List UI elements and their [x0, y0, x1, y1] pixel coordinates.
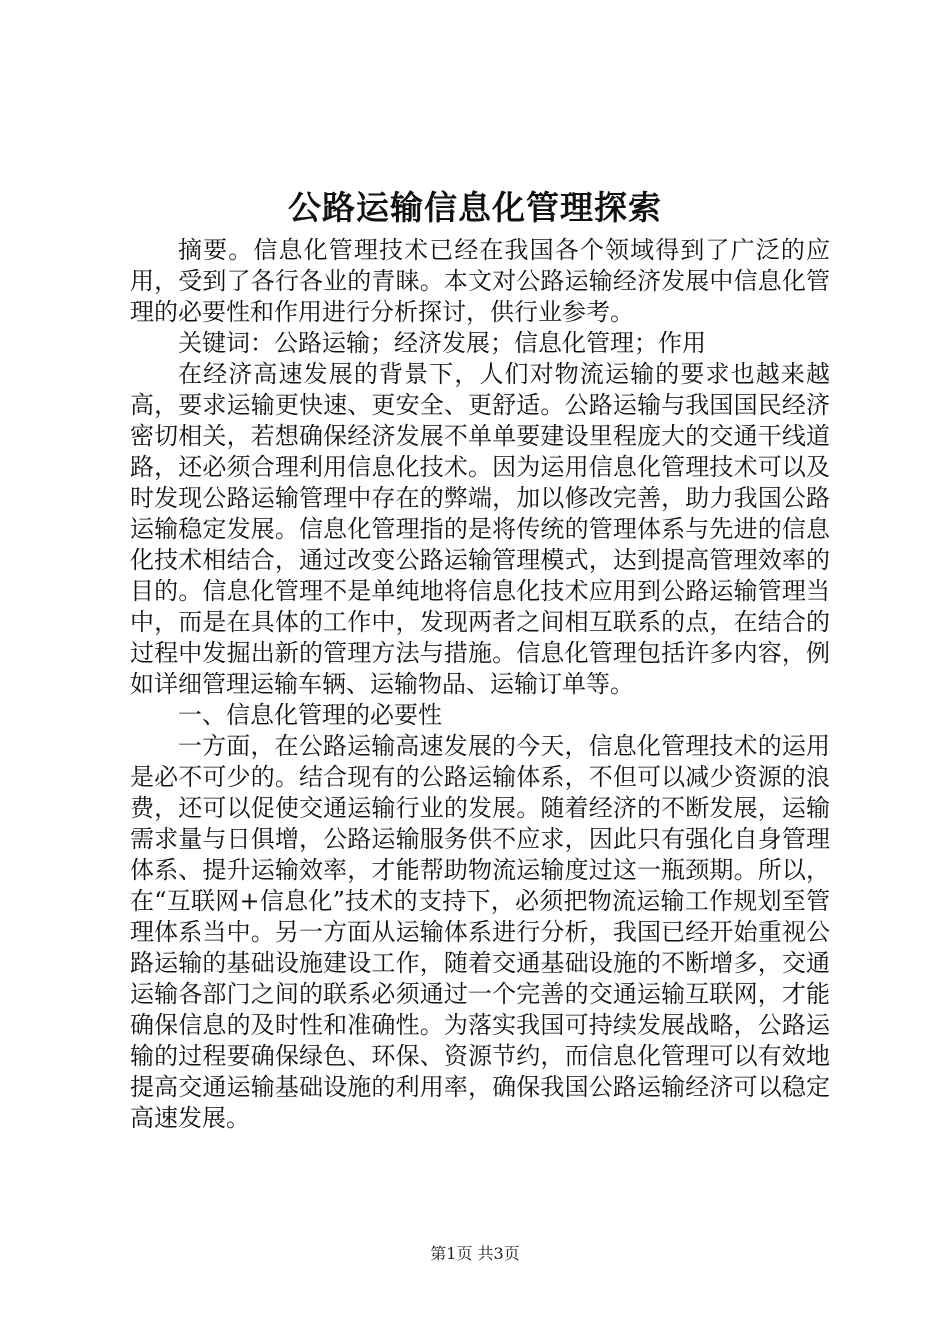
page-footer: 第1页 共3页: [430, 1244, 520, 1263]
intro-paragraph: 在经济高速发展的背景下，人们对物流运输的要求也越来越高，要求运输更快速、更安全、更舒适。公路运输与我国国民经济密切相关，若想确保经济发展不单单要建设里程庞大的交通干线道路，还必须合理利用信息化技术。因为运用信息化管理技术可以及时发现公路运输管理中存在的弊端，加以修改完善，助力我国公路运输稳定发展。信息化管理指的是将传统的管理体系与先进的信息化技术相结合，通过改变公路运输管理模式，达到提高管理效率的目的。信息化管理不是单纯地将信息化技术应用到公路运输管理当中，而是在具体的工作中，发现两者之间相互联系的点，在结合的过程中发掘出新的管理方法与措施。信息化管理包括许多内容，例如详细管理运输车辆、运输物品、运输订单等。: [130, 360, 830, 698]
document-body: [130, 235, 830, 1134]
abstract-paragraph: 摘要。信息化管理技术已经在我国各个领域得到了广泛的应用，受到了各行各业的青睐。本文对公路运输经济发展中信息化管理的必要性和作用进行分析探讨，供行业参考。: [130, 236, 830, 326]
document-title: 公路运输信息化管理探索: [288, 188, 662, 227]
keywords-paragraph: 关键词：公路运输；经济发展；信息化管理；作用: [178, 329, 706, 357]
section-paragraph: 一方面，在公路运输高速发展的今天，信息化管理技术的运用是必不可少的。结合现有的公路运输体系，不但可以减少资源的浪费，还可以促使交通运输行业的发展。随着经济的不断发展，运输需求量与日俱增，公路运输服务供不应求，因此只有强化自身管理体系、提升运输效率，才能帮助物流运输度过这一瓶颈期。所以，在“互联网+信息化”技术的支持下，必须把物流运输工作规划至管理体系当中。另一方面从运输体系进行分析，我国已经开始重视公路运输的基础设施建设工作，随着交通基础设施的不断增多，交通运输各部门之间的联系必须通过一个完善的交通运输互联网，才能确保信息的及时性和准确性。为落实我国可持续发展战略，公路运输的过程要确保绿色、环保、资源节约，而信息化管理可以有效地提高交通运输基础设施的利用率，确保我国公路运输经济可以稳定高速发展。: [130, 732, 830, 1132]
section-heading: 一、信息化管理的必要性: [178, 701, 442, 729]
